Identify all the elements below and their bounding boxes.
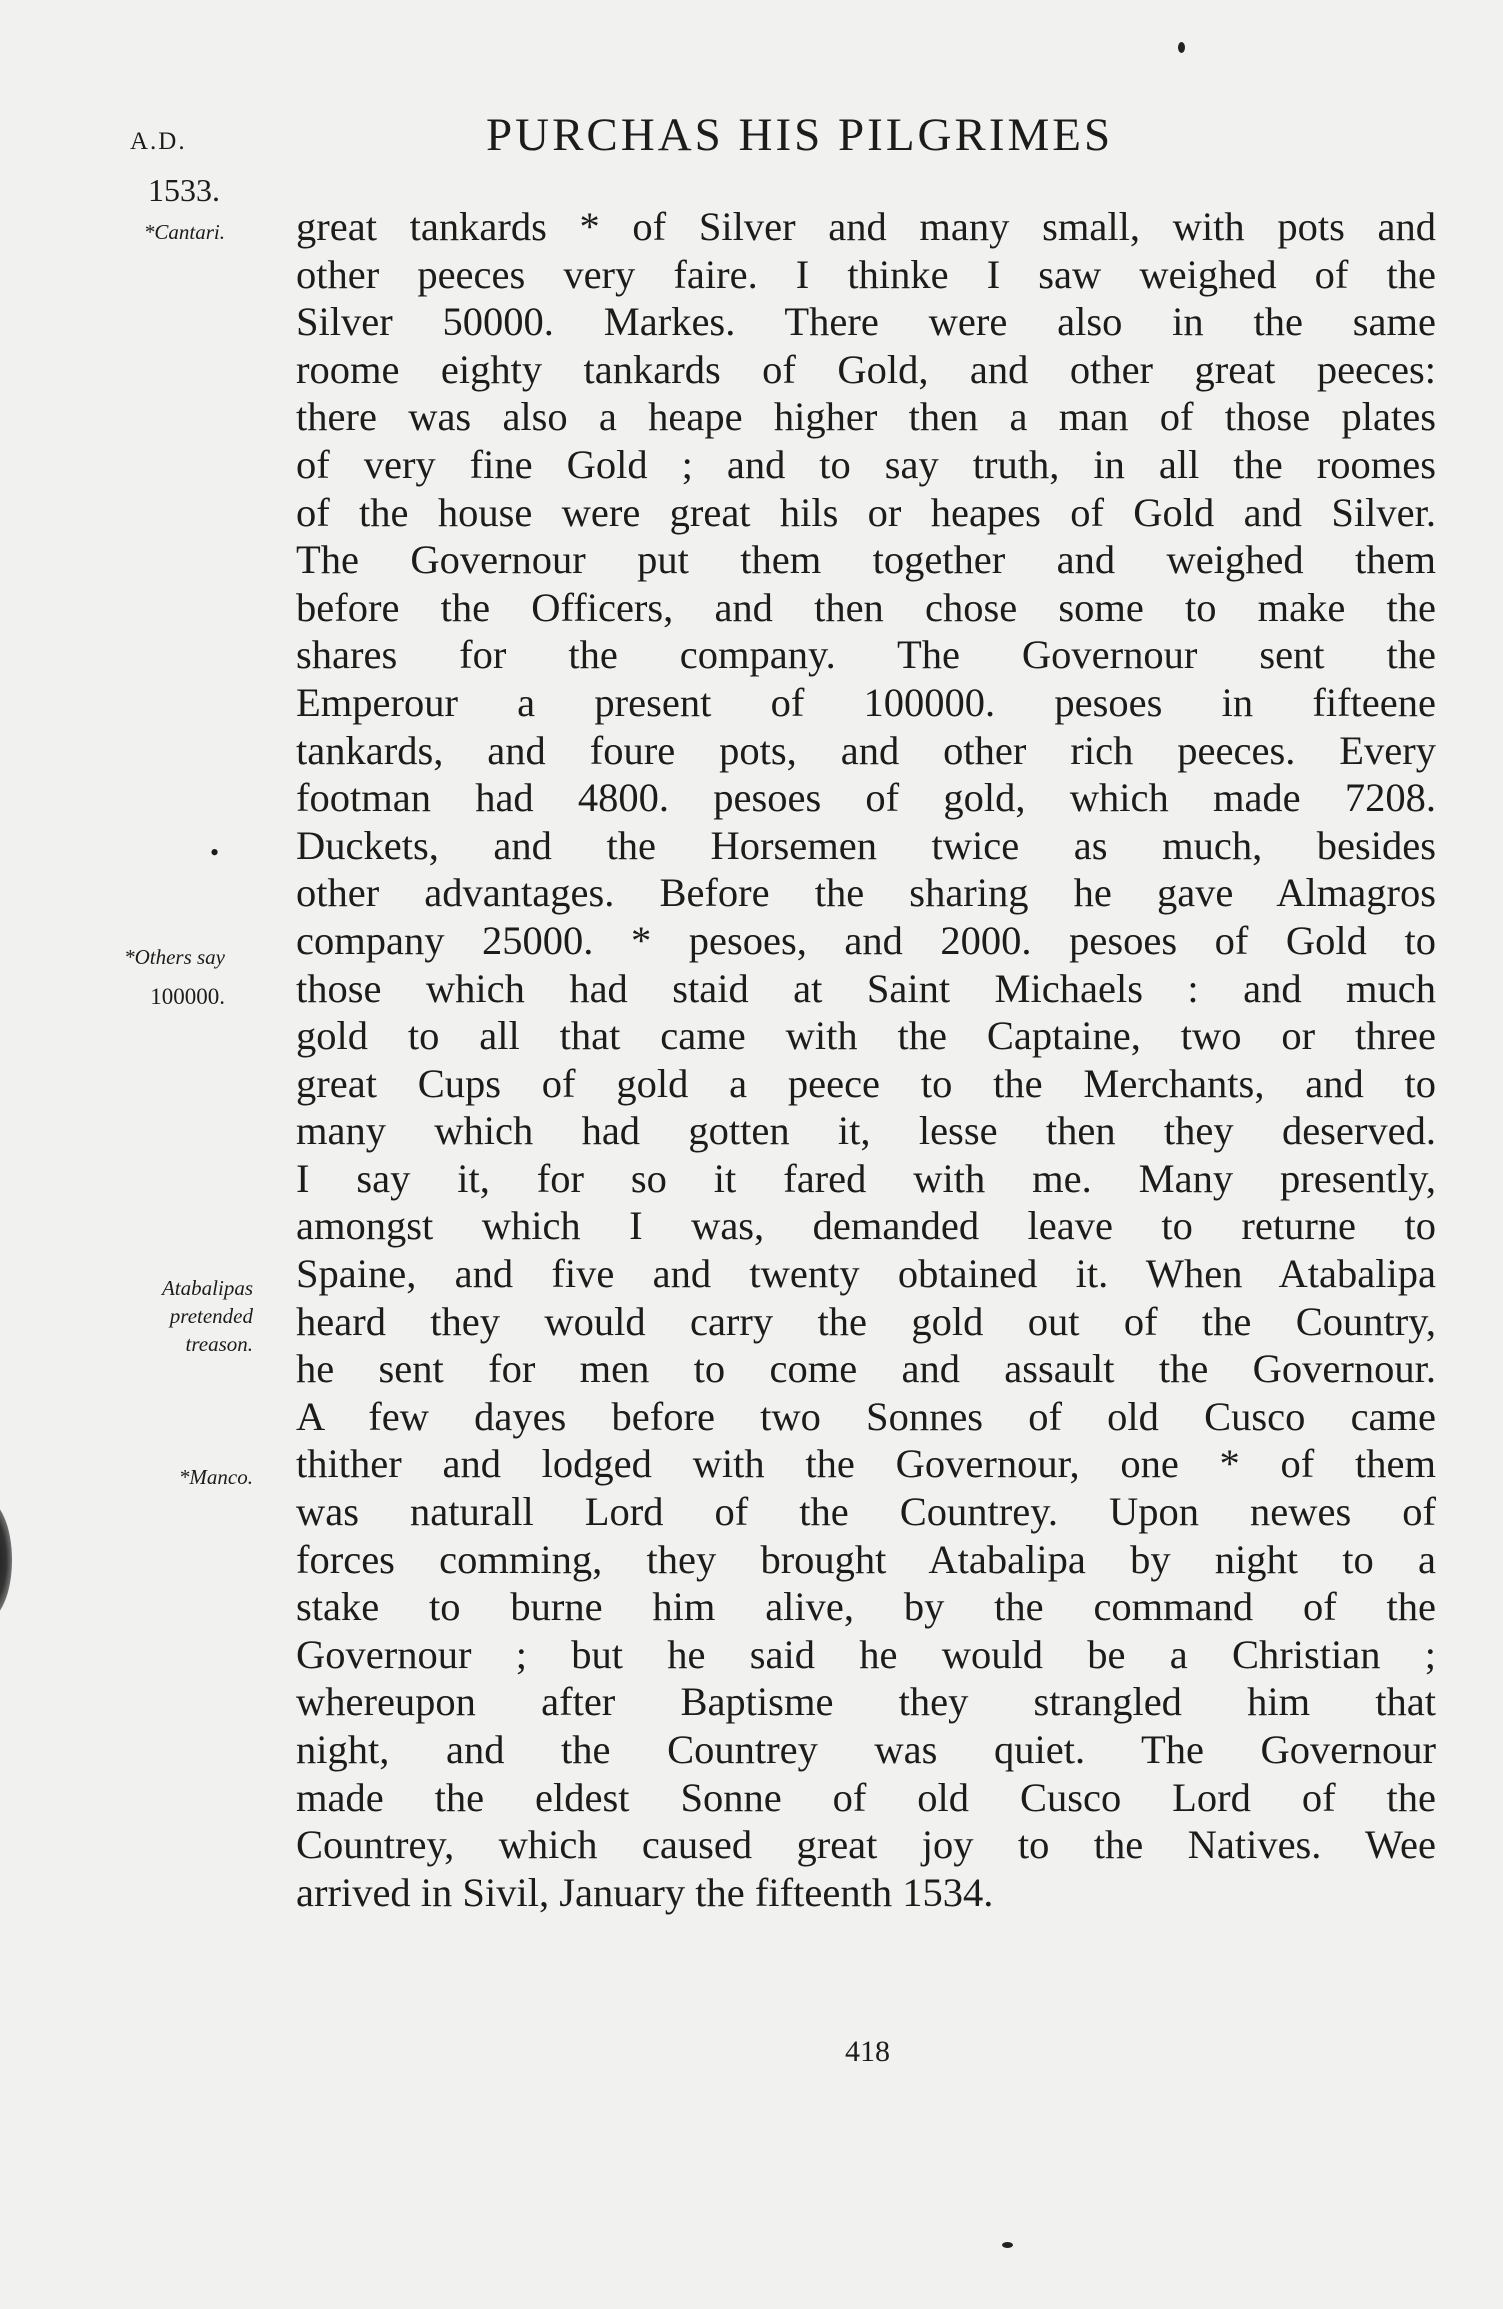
running-title: PURCHAS HIS PILGRIMES [486, 109, 1114, 161]
margin-bullet: • [210, 838, 220, 867]
body-text [296, 203, 1436, 1916]
text-line: before the Officers, and then chose some to make the [296, 584, 1436, 630]
text-line: Duckets, and the Horsemen twice as much, besides [296, 822, 1436, 868]
text-line: gold to all that came with the Captaine, two or three [296, 1013, 1436, 1059]
text-line: arrived in Sivil, January the fifteenth 1534. [296, 1869, 994, 1915]
text-line: made the eldest Sonne of old Cusco Lord of the [296, 1774, 1436, 1820]
page-edge-shadow [0, 1500, 12, 1620]
margin-note-manco: *Manco. [178, 1465, 253, 1489]
text-line: Countrey, which caused great joy to the Natives. Wee [296, 1822, 1436, 1868]
text-line: tankards, and foure pots, and other rich peeces. Every [296, 727, 1436, 773]
margin-note-treason: treason. [185, 1332, 253, 1356]
text-line: Spaine, and five and twenty obtained it. When Atabalipa [296, 1251, 1436, 1297]
text-line: was naturall Lord of the Countrey. Upon newes of [296, 1489, 1436, 1535]
text-line: stake to burne him alive, by the command of the [296, 1584, 1436, 1630]
text-line: many which had gotten it, lesse then they deserved. [296, 1108, 1436, 1154]
margin-note-amount: 100000. [150, 984, 225, 1009]
text-line: whereupon after Baptisme they strangled him that [296, 1679, 1436, 1725]
text-line: Emperour a present of 100000. pesoes in fifteene [296, 679, 1436, 725]
text-line: shares for the company. The Governour sent the [296, 632, 1436, 678]
page-number: 418 [845, 2035, 890, 2068]
text-line: I say it, for so it fared with me. Many presently, [296, 1155, 1436, 1201]
text-line: he sent for men to come and assault the Governour. [296, 1346, 1436, 1392]
text-line: forces comming, they brought Atabalipa by night to a [296, 1536, 1436, 1582]
text-line: A few dayes before two Sonnes of old Cusco came [296, 1393, 1436, 1439]
margin-note-others-say: *Others say [124, 945, 225, 969]
text-line: of the house were great hils or heapes of Gold and Silver. [296, 489, 1436, 535]
text-line: amongst which I was, demanded leave to returne to [296, 1203, 1436, 1249]
ink-speck [1178, 42, 1185, 53]
margin-note-cantari: *Cantari. [143, 220, 225, 244]
margin-note-pretended: pretended [169, 1304, 253, 1328]
text-line: of very fine Gold ; and to say truth, in all the roomes [296, 441, 1436, 487]
text-line: night, and the Countrey was quiet. The Governour [296, 1727, 1436, 1772]
text-line: great Cups of gold a peece to the Merchants, and to [296, 1060, 1436, 1106]
text-line: Silver 50000. Markes. There were also in the same [296, 299, 1436, 345]
text-line: those which had staid at Saint Michaels : and much [296, 965, 1436, 1011]
text-line: company 25000. * pesoes, and 2000. pesoes of Gold to [296, 917, 1436, 963]
text-line: other advantages. Before the sharing he gave Almagros [296, 870, 1436, 916]
text-line: heard they would carry the gold out of the Country, [296, 1298, 1436, 1344]
era-label: A.D. [130, 128, 187, 155]
text-line: roome eighty tankards of Gold, and other great peeces: [296, 346, 1436, 392]
margin-note-atabalipas: Atabalipas [161, 1276, 253, 1300]
text-line: other peeces very faire. I thinke I saw weighed of the [296, 251, 1436, 297]
text-line: footman had 4800. pesoes of gold, which made 7208. [296, 775, 1436, 821]
text-line: The Governour put them together and weighed them [296, 537, 1436, 583]
text-line: there was also a heape higher then a man of those plates [296, 394, 1436, 440]
text-line: great tankards * of Silver and many small, with pots and [296, 204, 1436, 249]
year-label: 1533. [148, 172, 220, 208]
ink-speck [1002, 2242, 1013, 2248]
text-line: Governour ; but he said he would be a Christian ; [296, 1631, 1436, 1677]
text-line: thither and lodged with the Governour, one * of them [296, 1441, 1436, 1487]
